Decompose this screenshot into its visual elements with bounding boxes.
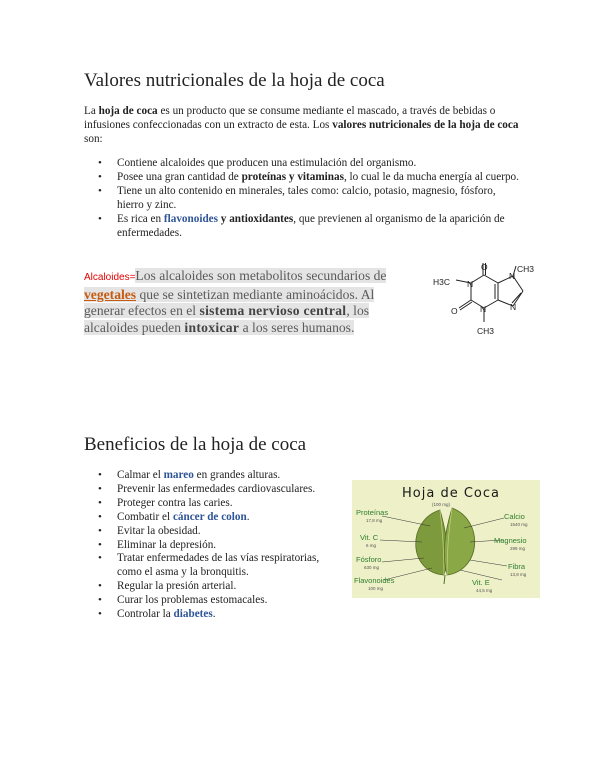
infographic-title: Hoja de Coca bbox=[402, 486, 500, 501]
mareo-link[interactable]: mareo bbox=[163, 469, 194, 481]
list-item: • Calmar el mareo en grandes alturas. bbox=[98, 469, 281, 481]
alcaloides-label: Alcaloides= bbox=[84, 272, 136, 283]
list-item: • Combatir el cáncer de colon. bbox=[98, 510, 250, 523]
label-calcio: Calcio bbox=[504, 512, 525, 521]
label-flavonoides: Flavonoides bbox=[354, 576, 395, 585]
label-fosforo: Fósforo bbox=[356, 555, 382, 564]
benefits-list bbox=[84, 469, 344, 622]
n3-label: N bbox=[480, 304, 487, 314]
list-item: • Es rica en flavonoides y antioxidantes, que previenen al organismo de la aparición de enfermedades. bbox=[98, 212, 505, 239]
list-item: • Prevenir las enfermedades cardiovasculares. bbox=[98, 482, 316, 495]
list-item: • Eliminar la depresión. bbox=[98, 538, 217, 551]
flavonoides-link[interactable]: flavonoides bbox=[163, 212, 218, 225]
list-item: • Curar los problemas estomacales. bbox=[98, 594, 268, 607]
label-vitc: Vit. C bbox=[360, 533, 379, 542]
leaf-left-icon bbox=[416, 510, 447, 575]
list-item: • Proteger contra las caries. bbox=[98, 496, 233, 509]
label-proteinas: Proteínas bbox=[356, 508, 389, 517]
cancer-de-colon-link[interactable]: cáncer de colon bbox=[172, 510, 247, 523]
n7-label: N bbox=[509, 271, 516, 281]
list-item: • Tratar enfermedades de las vías respiratorias, como el asma y la bronquitis. bbox=[98, 552, 320, 579]
label-magnesio: Magnesio bbox=[494, 536, 527, 545]
list-item: • Tiene un alto contenido en minerales, tales como: calcio, potasio, magnesio, fósforo, hierro y zinc. bbox=[98, 184, 496, 211]
nutritional-list bbox=[84, 157, 520, 240]
vegetales-link[interactable]: vegetales bbox=[84, 286, 137, 302]
list-item: • Posee una gran cantidad de proteínas y vitaminas, lo cual le da mucha energía al cuerpo. bbox=[98, 170, 519, 183]
intro-paragraph: La hoja de coca es un producto que se consume mediante el mascado, a través de bebidas o infusiones confeccionadas con un extracto de esta. Los valores nutricionales de la hoja de coca son: bbox=[84, 105, 519, 145]
list-item: • Regular la presión arterial. bbox=[98, 580, 237, 593]
caffeine-molecule-image bbox=[428, 258, 554, 342]
ch3-top-label: CH3 bbox=[517, 264, 535, 274]
o-top-label: O bbox=[481, 262, 488, 272]
ch3-bottom-label: CH3 bbox=[477, 326, 495, 336]
section-title-valores: Valores nutricionales de la hoja de coca bbox=[84, 70, 385, 91]
o-left-label: O bbox=[451, 306, 458, 316]
label-vite: Vit. E bbox=[472, 578, 490, 587]
diabetes-link[interactable]: diabetes bbox=[173, 608, 213, 621]
h3c-label: H3C bbox=[433, 277, 451, 287]
alcaloides-paragraph: Alcaloides=Los alcaloides son metabolitos secundarios de vegetales que se sintetizan mediante aminoácidos. Al generar efectos en el sistema nervioso central, los alcaloides pueden intoxicar a los seres humanos. bbox=[84, 268, 387, 335]
list-item: • Evitar la obesidad. bbox=[98, 524, 201, 537]
leaf-right-icon bbox=[444, 508, 474, 575]
label-fibra: Fibra bbox=[508, 562, 526, 571]
n9-label: N bbox=[510, 302, 517, 312]
section-title-beneficios: Beneficios de la hoja de coca bbox=[84, 434, 307, 455]
list-item: • Controlar la diabetes. bbox=[98, 608, 216, 621]
n1-label: N bbox=[467, 279, 474, 289]
list-item: • Contiene alcaloides que producen una estimulación del organismo. bbox=[98, 157, 417, 169]
coca-leaf-infographic: Hoja de Coca (100 mg) Proteínas 17,8 mg Vit. C 6 mg Fósforo 630 mg Flavonoides 100 mg Calcio 1540 mg Magnesio 299 mg Fibra 13,8 mg Vit. E 44,5 mg bbox=[352, 480, 540, 598]
